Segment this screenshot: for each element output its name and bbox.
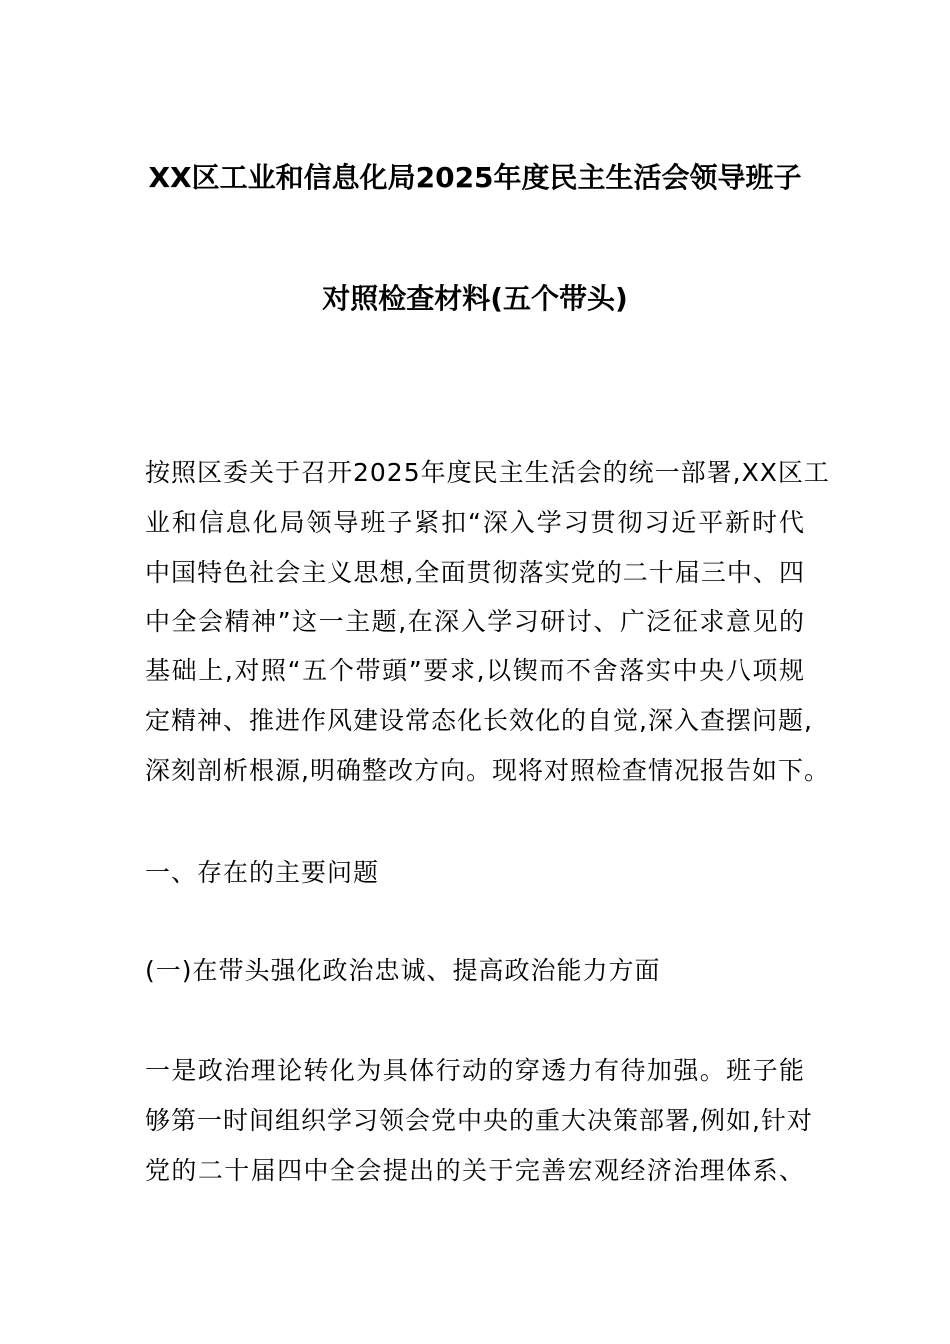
intro-paragraph-line: 基础上,对照“五个带頭”要求,以锲而不舍落实中央八项规 xyxy=(145,656,805,685)
subsection-heading: (一)在带头强化政治忠诚、提高政治能力方面 xyxy=(145,956,661,985)
intro-paragraph-line: 深刻剖析根源,明确整改方向。现将对照检查情况报告如下。 xyxy=(145,756,830,785)
document-title-line-1: XX区工业和信息化局2025年度民主生活会领导班子 xyxy=(148,161,802,194)
point-one-line: 党的二十届四中全会提出的关于完善宏观经济治理体系、 xyxy=(145,1156,805,1185)
document-title-line-2: 对照检查材料(五个带头) xyxy=(322,282,628,315)
intro-paragraph-line: 按照区委关于召开2025年度民主生活会的统一部署,XX区工 xyxy=(145,458,830,487)
intro-paragraph-line: 中国特色社会主义思想,全面贯彻落实党的二十届三中、四 xyxy=(145,558,805,587)
point-one-line: 够第一时间组织学习领会党中央的重大决策部署,例如,针对 xyxy=(145,1106,813,1135)
intro-paragraph-line: 业和信息化局领导班子紧扣“深入学习贯彻习近平新时代 xyxy=(145,508,805,537)
intro-paragraph-line: 定精神、推进作风建设常态化长效化的自觉,深入查摆问题, xyxy=(145,706,813,735)
section-heading: 一、存在的主要问题 xyxy=(145,858,380,887)
point-one-line: 一是政治理论转化为具体行动的穿透力有待加强。班子能 xyxy=(145,1056,805,1085)
intro-paragraph-line: 中全会精神”这一主题,在深入学习研讨、广泛征求意见的 xyxy=(145,607,805,636)
